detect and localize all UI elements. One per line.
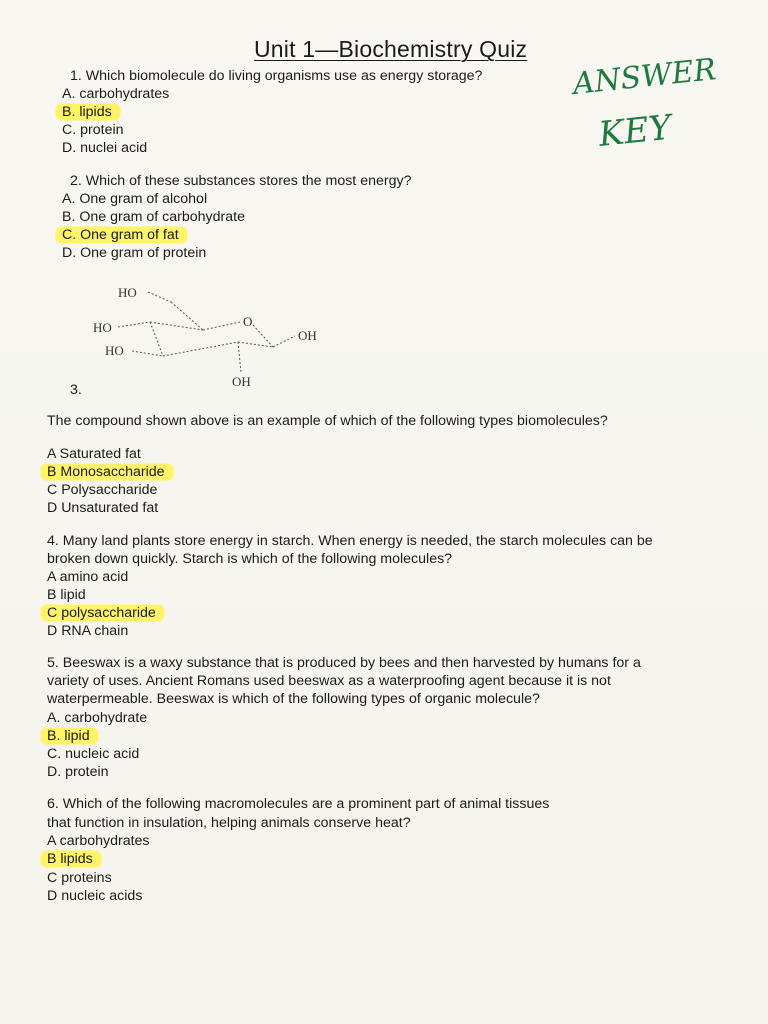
oh-right-label: OH bbox=[298, 328, 317, 343]
answer-key-line2: KEY bbox=[596, 107, 674, 155]
q3-option-b bbox=[47, 463, 173, 481]
q6-option-d: D nucleic acids bbox=[47, 888, 143, 904]
answer-key-line1: ANSWER bbox=[571, 52, 718, 102]
q2-option-c bbox=[62, 226, 187, 244]
ho-top-label: HO bbox=[118, 285, 137, 300]
q3-option-a: A Saturated fat bbox=[47, 446, 141, 462]
q2-answer-highlight: C. One gram of fat bbox=[56, 227, 187, 243]
glucose-structure-diagram bbox=[88, 280, 348, 395]
q6-option-a: A carbohydrates bbox=[47, 833, 150, 849]
q2-option-b: B. One gram of carbohydrate bbox=[62, 209, 245, 225]
q3-answer-highlight: B Monosaccharide bbox=[41, 464, 173, 480]
q4-question-line1: 4. Many land plants store energy in starch. When energy is needed, the starch molecules can be bbox=[47, 533, 653, 549]
q6-question-line1: 6. Which of the following macromolecules are a prominent part of animal tissues bbox=[47, 796, 550, 812]
q1-option-b bbox=[62, 103, 120, 121]
q6-answer-highlight: B lipids bbox=[41, 851, 101, 867]
q2-question: 2. Which of these substances stores the most energy? bbox=[70, 173, 412, 189]
q2-option-a: A. One gram of alcohol bbox=[62, 191, 208, 207]
oh-bottom-label: OH bbox=[232, 374, 251, 389]
q4-answer-highlight: C polysaccharide bbox=[41, 605, 164, 621]
q3-number: 3. bbox=[70, 382, 82, 398]
answer-key-handwriting bbox=[570, 42, 740, 162]
q3-question: The compound shown above is an example of which of the following types biomolecules? bbox=[47, 413, 608, 429]
q5-option-d: D. protein bbox=[47, 764, 109, 780]
q4-option-b: B lipid bbox=[47, 587, 86, 603]
q1-question: 1. Which biomolecule do living organisms use as energy storage? bbox=[70, 68, 483, 84]
q6-question-line2: that function in insulation, helping animals conserve heat? bbox=[47, 815, 411, 831]
q1-option-d: D. nuclei acid bbox=[62, 140, 148, 156]
q5-question-line2: variety of uses. Ancient Romans used beeswax as a waterproofing agent because it is not bbox=[47, 673, 611, 689]
q4-option-a: A amino acid bbox=[47, 569, 129, 585]
page-title: Unit 1—Biochemistry Quiz bbox=[254, 36, 528, 62]
ho-left-label: HO bbox=[93, 320, 112, 335]
q3-option-c: C Polysaccharide bbox=[47, 482, 158, 498]
q5-answer-highlight: B. lipid bbox=[41, 728, 98, 744]
q5-option-b bbox=[47, 727, 98, 745]
q5-question-line3: waterpermeable. Beeswax is which of the following types of organic molecule? bbox=[47, 691, 540, 707]
ring-oxygen-label: O bbox=[243, 314, 253, 329]
q4-question-line2: broken down quickly. Starch is which of the following molecules? bbox=[47, 551, 453, 567]
q5-question-line1: 5. Beeswax is a waxy substance that is produced by bees and then harvested by humans for a bbox=[47, 655, 641, 671]
q4-option-c bbox=[47, 604, 164, 622]
ring-bonds bbox=[118, 292, 295, 372]
q3-option-d: D Unsaturated fat bbox=[47, 500, 159, 516]
q5-option-c: C. nucleic acid bbox=[47, 746, 140, 762]
q1-answer-highlight: B. lipids bbox=[56, 104, 120, 120]
q6-option-c: C proteins bbox=[47, 870, 112, 886]
q4-option-d: D RNA chain bbox=[47, 623, 129, 639]
q5-option-a: A. carbohydrate bbox=[47, 710, 148, 726]
q6-option-b bbox=[47, 850, 101, 868]
q2-option-d: D. One gram of protein bbox=[62, 245, 207, 261]
ho-bottom-label: HO bbox=[105, 343, 124, 358]
q1-option-a: A. carbohydrates bbox=[62, 86, 170, 102]
q1-option-c: C. protein bbox=[62, 122, 124, 138]
answer-key-annotation bbox=[570, 42, 740, 162]
